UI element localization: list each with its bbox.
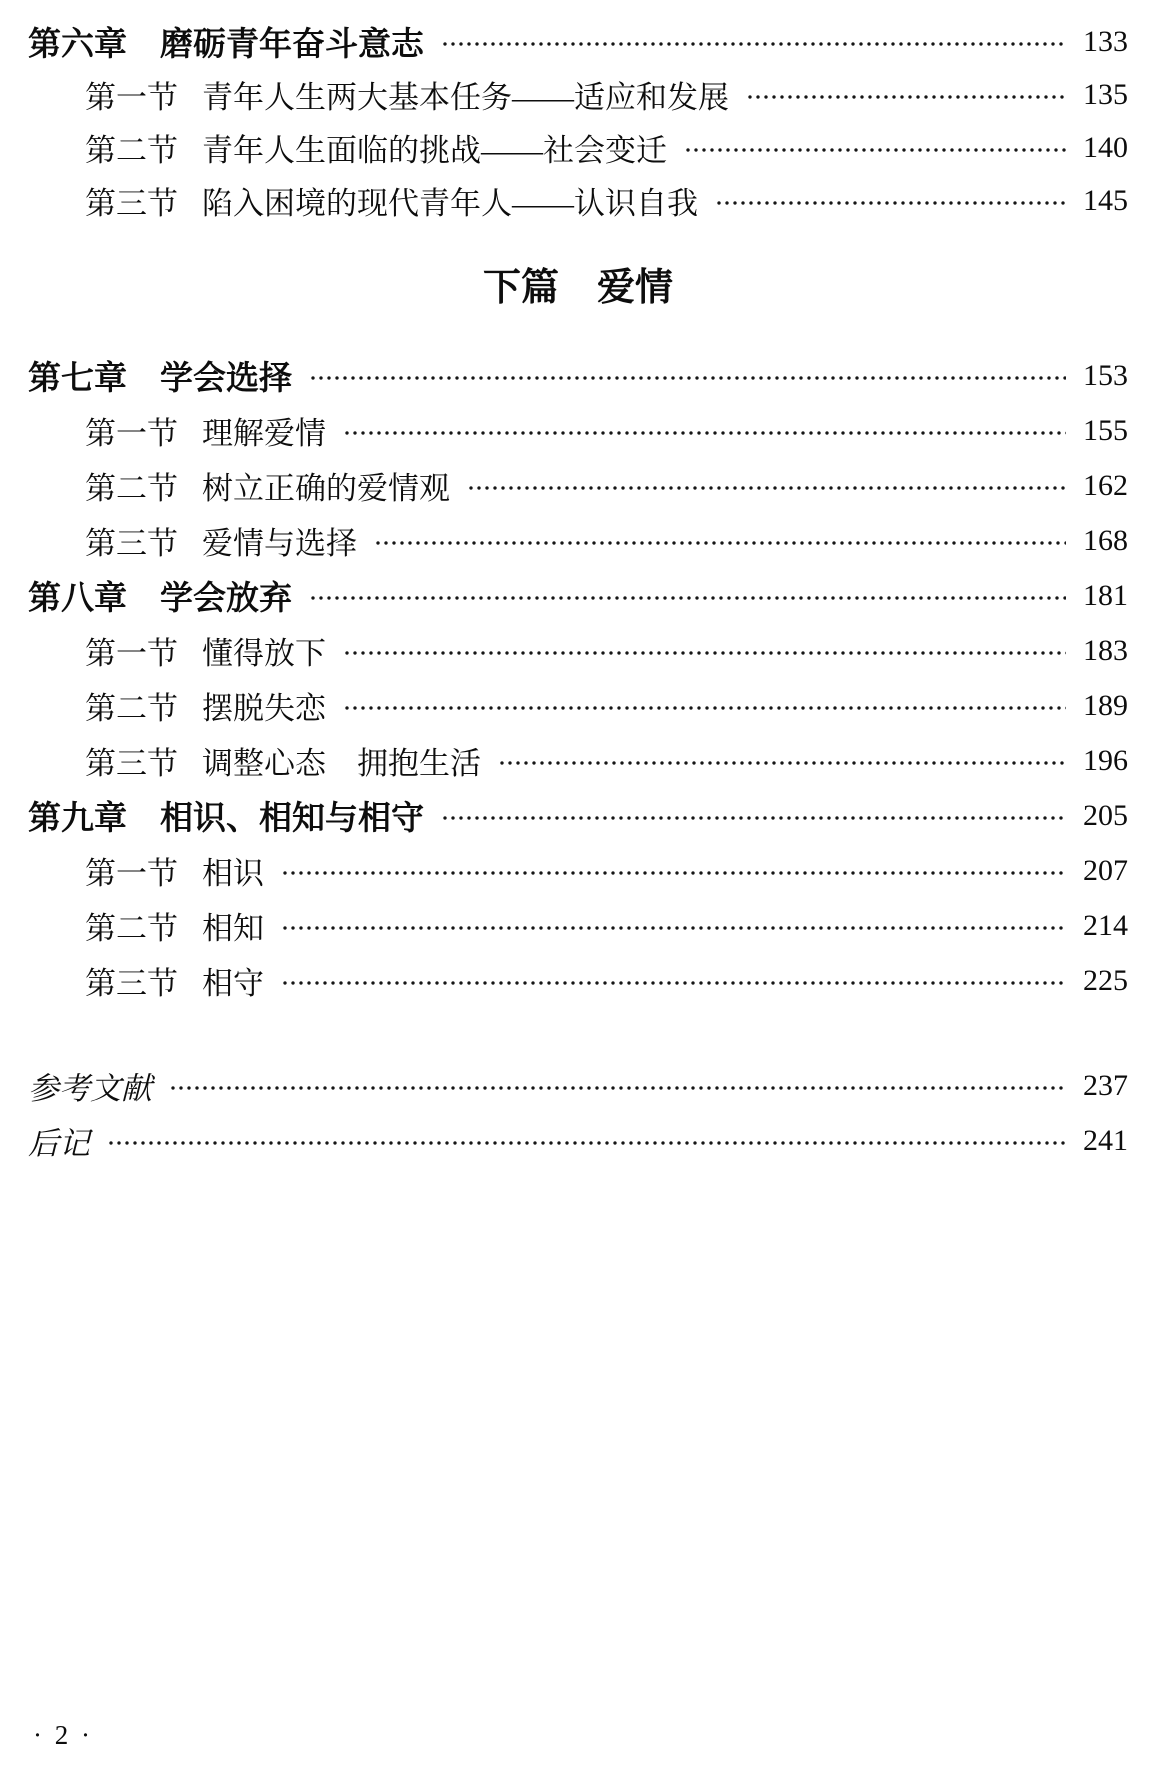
dot-leader — [715, 198, 1066, 208]
toc-section-entry — [28, 121, 1128, 174]
toc-section-entry — [28, 733, 1128, 788]
toc-entry-label: 第二节 — [85, 133, 178, 168]
toc-entry-title: 后记 — [28, 1126, 90, 1161]
toc-entry-title: 相守 — [202, 966, 264, 1001]
toc-entry-title: 陷入困境的现代青年人——认识自我 — [202, 186, 698, 221]
toc-entry-title: 青年人生两大基本任务——适应和发展 — [202, 80, 729, 115]
toc-entry-page: 153 — [1083, 358, 1128, 392]
toc-chapter-entry — [28, 348, 1128, 403]
toc-entry-label: 第七章 — [28, 359, 127, 396]
toc-entry-title: 相识 — [202, 856, 264, 891]
toc-entry-page: 214 — [1083, 908, 1128, 942]
toc-entry-title: 青年人生面临的挑战——社会变迁 — [202, 133, 667, 168]
toc-entry-title: 相识、相知与相守 — [160, 799, 424, 836]
toc-entry-label: 第二节 — [85, 911, 178, 946]
dot-leader — [343, 648, 1066, 658]
toc-section-entry — [28, 174, 1128, 227]
toc-backmatter-entry — [28, 1113, 1128, 1168]
toc-entry-page: 162 — [1083, 468, 1128, 502]
dot-leader — [441, 813, 1066, 823]
toc-chapter-entry — [28, 788, 1128, 843]
dot-leader — [309, 373, 1066, 383]
toc-entry-label: 第二节 — [85, 471, 178, 506]
toc-chapter-entry — [28, 568, 1128, 623]
toc-entry-label: 第一节 — [85, 856, 178, 891]
dot-leader — [107, 1138, 1066, 1148]
toc-list-part1 — [28, 15, 1128, 227]
dot-leader — [281, 978, 1066, 988]
dot-leader — [343, 703, 1066, 713]
toc-section-entry — [28, 403, 1128, 458]
toc-list-backmatter — [28, 1058, 1128, 1168]
toc-entry-page: 241 — [1083, 1123, 1128, 1157]
dot-leader — [498, 758, 1066, 768]
toc-section-entry — [28, 458, 1128, 513]
toc-section-entry — [28, 68, 1128, 121]
part-header: 下篇 爱情 — [482, 267, 673, 309]
toc-entry-label: 第三节 — [85, 746, 178, 781]
toc-entry-label: 第一节 — [85, 416, 178, 451]
toc-entry-title: 相知 — [202, 911, 264, 946]
toc-list-part2 — [28, 348, 1128, 1008]
toc-entry-title: 爱情与选择 — [202, 526, 357, 561]
toc-entry-label: 第三节 — [85, 966, 178, 1001]
dot-leader — [441, 39, 1066, 49]
toc-entry-title: 磨砺青年奋斗意志 — [160, 25, 424, 62]
toc-section-entry — [28, 843, 1128, 898]
dot-leader — [746, 92, 1066, 102]
toc-section-entry — [28, 898, 1128, 953]
folio-page-number: · 2 · — [33, 1720, 93, 1750]
dot-leader — [374, 538, 1066, 548]
toc-entry-title: 懂得放下 — [202, 636, 326, 671]
toc-entry-page: 145 — [1083, 183, 1128, 217]
toc-entry-label: 第三节 — [85, 186, 178, 221]
toc-entry-page: 181 — [1083, 578, 1128, 612]
toc-entry-title: 调整心态 拥抱生活 — [202, 746, 481, 781]
toc-section-entry — [28, 953, 1128, 1008]
toc-entry-page: 133 — [1083, 24, 1128, 58]
toc-entry-label: 第六章 — [28, 25, 127, 62]
dot-leader — [467, 483, 1066, 493]
toc-entry-page: 207 — [1083, 853, 1128, 887]
toc-entry-title: 树立正确的爱情观 — [202, 471, 450, 506]
toc-entry-title: 学会放弃 — [160, 579, 292, 616]
dot-leader — [169, 1083, 1066, 1093]
toc-entry-label: 第三节 — [85, 526, 178, 561]
toc-entry-page: 205 — [1083, 798, 1128, 832]
toc-entry-page: 155 — [1083, 413, 1128, 447]
toc-entry-title: 参考文献 — [28, 1071, 152, 1106]
toc-entry-page: 196 — [1083, 743, 1128, 777]
dot-leader — [343, 428, 1066, 438]
toc-entry-page: 140 — [1083, 130, 1128, 164]
dot-leader — [281, 868, 1066, 878]
toc-section-entry — [28, 513, 1128, 568]
toc-section-entry — [28, 623, 1128, 678]
toc-entry-page: 135 — [1083, 77, 1128, 111]
dot-leader — [281, 923, 1066, 933]
toc-backmatter-entry — [28, 1058, 1128, 1113]
toc-entry-title: 学会选择 — [160, 359, 292, 396]
page-footer — [33, 1720, 93, 1751]
toc-entry-page: 225 — [1083, 963, 1128, 997]
toc-entry-title: 摆脱失恋 — [202, 691, 326, 726]
toc-chapter-entry — [28, 15, 1128, 68]
toc-entry-label: 第一节 — [85, 636, 178, 671]
dot-leader — [684, 145, 1066, 155]
toc-section-entry — [28, 678, 1128, 733]
toc-entry-page: 189 — [1083, 688, 1128, 722]
toc-entry-page: 168 — [1083, 523, 1128, 557]
dot-leader — [309, 593, 1066, 603]
toc-entry-label: 第九章 — [28, 799, 127, 836]
toc-entry-title: 理解爱情 — [202, 416, 326, 451]
toc-entry-page: 237 — [1083, 1068, 1128, 1102]
toc-entry-page: 183 — [1083, 633, 1128, 667]
toc-entry-label: 第二节 — [85, 691, 178, 726]
toc-entry-label: 第八章 — [28, 579, 127, 616]
toc-entry-label: 第一节 — [85, 80, 178, 115]
